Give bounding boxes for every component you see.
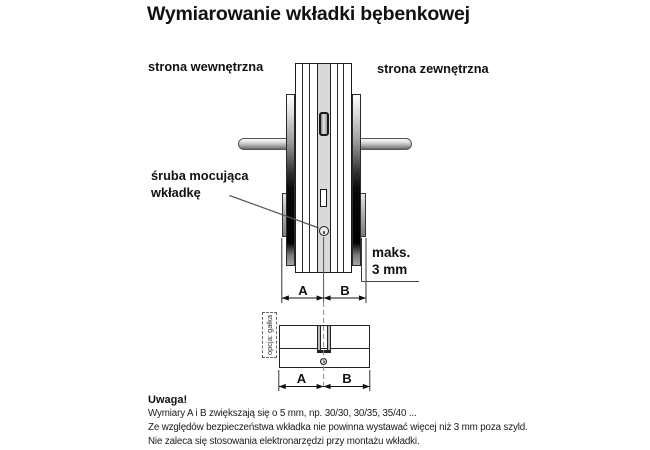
note-heading: Uwaga! bbox=[148, 394, 188, 406]
inner-side-label: strona wewnętrzna bbox=[148, 59, 264, 74]
dimension-a-label-bottom: A bbox=[296, 371, 307, 386]
fixing-screw-head bbox=[319, 226, 329, 236]
max-protrusion-line2: 3 mm bbox=[372, 261, 408, 277]
screw-slot bbox=[323, 361, 325, 363]
note-line-1: Wymiary A i B zwiększają się o 5 mm, np. 30/30, 30/35, 35/40 ... bbox=[148, 408, 417, 419]
outer-side-label: strona zewnętrzna bbox=[377, 61, 489, 76]
dimension-b-label-top: B bbox=[340, 282, 350, 298]
page-title: Wymiarowanie wkładki bębenkowej bbox=[147, 3, 470, 25]
max-protrusion-line1: maks. bbox=[372, 245, 411, 260]
cam-notch-wall-left bbox=[317, 325, 322, 352]
handle-spindle-right bbox=[358, 138, 412, 150]
knob-option-label: opcja: gałka bbox=[264, 314, 274, 356]
handle-spindle-left bbox=[238, 138, 288, 150]
knob-option-box bbox=[262, 312, 277, 358]
cam-notch-bottom bbox=[317, 350, 332, 353]
cylinder-screw-head bbox=[320, 358, 327, 365]
fixing-screw-label bbox=[151, 167, 248, 201]
cylinder-mid-line bbox=[279, 348, 370, 349]
dimension-a-label-top: A bbox=[298, 282, 308, 298]
fixing-screw-label-line2: wkładkę bbox=[151, 185, 201, 200]
cylinder-hole bbox=[320, 189, 327, 207]
dimension-b-label-bottom: B bbox=[342, 371, 352, 386]
door-layer-line bbox=[337, 64, 338, 272]
cam-notch-wall-right bbox=[327, 325, 332, 352]
max-protrusion-label bbox=[372, 245, 410, 278]
fixing-screw-label-line1: śruba mocująca bbox=[151, 168, 249, 183]
lock-case-strip bbox=[317, 64, 332, 272]
cylinder-end-right bbox=[360, 193, 366, 237]
handle-follower bbox=[319, 112, 329, 136]
door-layer-line bbox=[343, 64, 344, 272]
door-layer-line bbox=[309, 64, 310, 272]
note-line-2: Ze względów bezpieczeństwa wkładka nie powinna wystawać więcej niż 3 mm poza szyld. bbox=[148, 422, 528, 434]
door-layer-line bbox=[302, 64, 303, 272]
note-block bbox=[148, 394, 548, 450]
note-line-3: Nie zaleca się stosowania elektronarzędzi przy montażu wkładki. bbox=[148, 436, 420, 448]
escutcheon-right bbox=[352, 94, 361, 266]
screw-slot bbox=[323, 231, 326, 234]
